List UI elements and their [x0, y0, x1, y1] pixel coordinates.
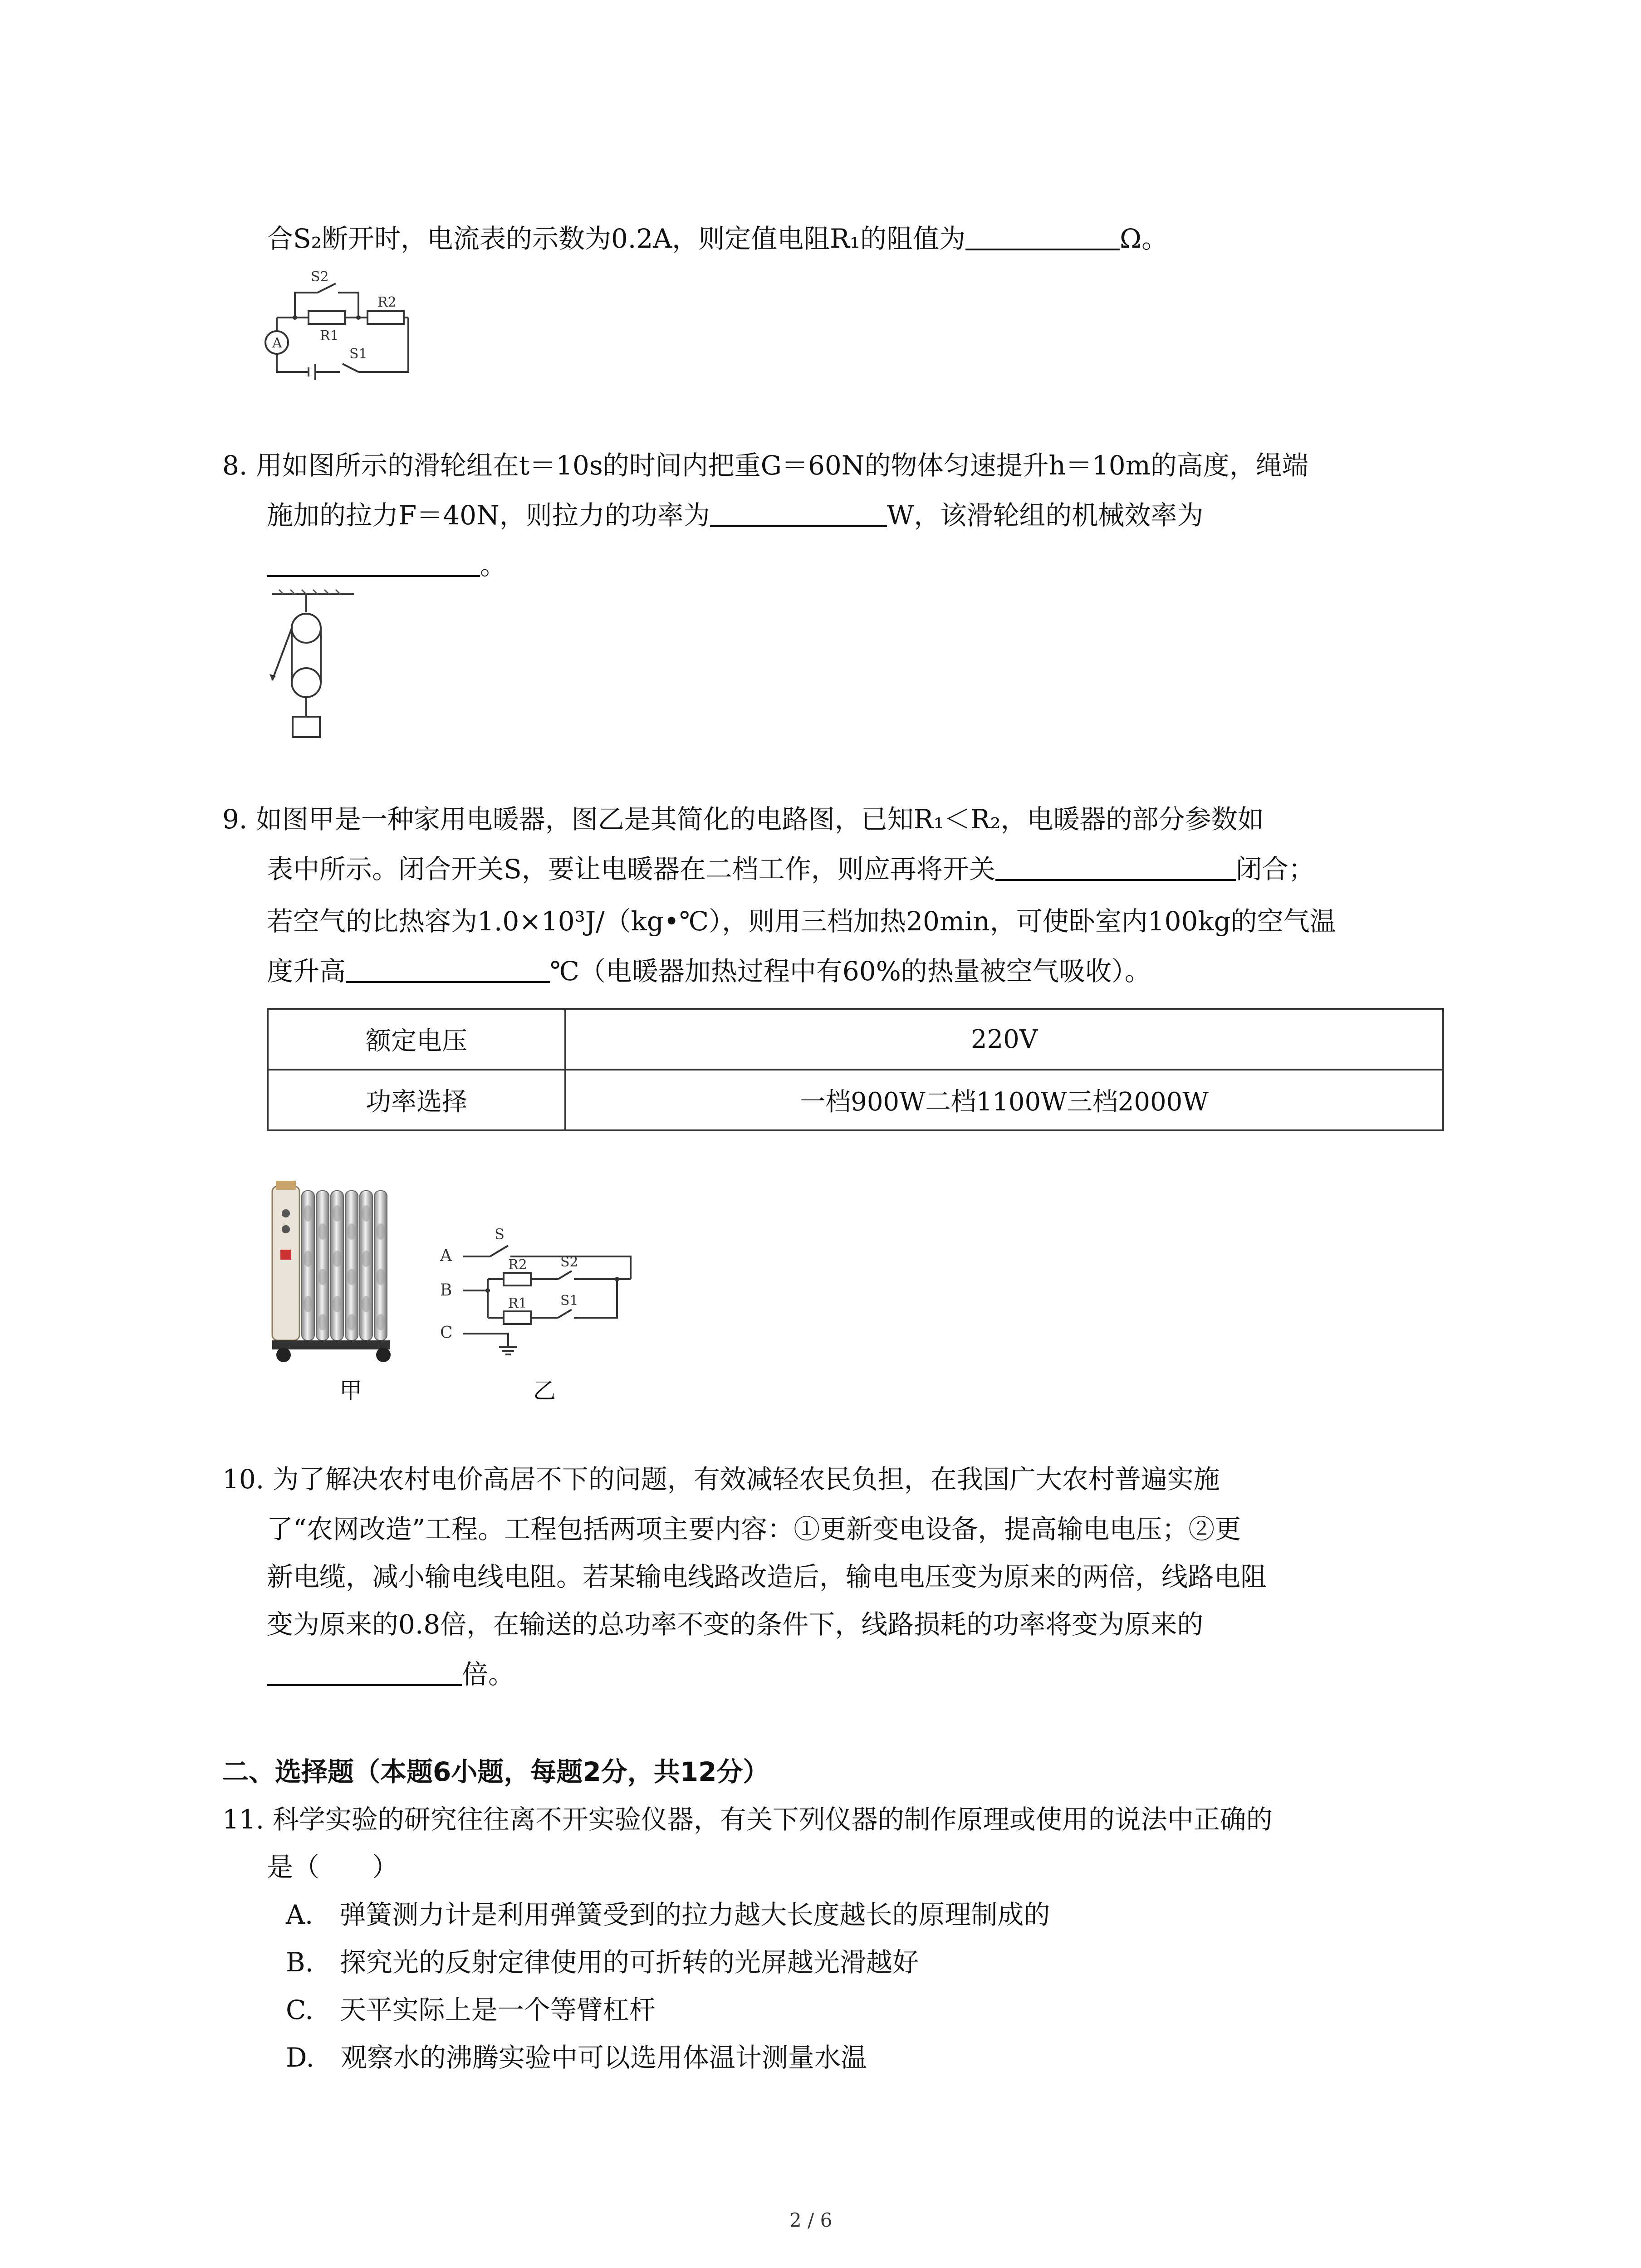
q9-temperature-blank[interactable] [346, 956, 550, 983]
q9-line2: 表中所示。闭合开关S，要让电暖器在二档工作，则应再将开关 闭合； [267, 854, 1315, 885]
q7-label-r2: R2 [377, 294, 397, 310]
electric-heater-image [263, 1177, 408, 1377]
q11-line2: 是（ ） [267, 1852, 399, 1882]
table-row [268, 1070, 1443, 1130]
q9-line3: 若空气的比热容为1.0×10³J/（kg•℃），则用三档加热20min，可使卧室内100kg的空气温 [267, 906, 1336, 937]
q7-label-ammeter: A [272, 335, 282, 351]
q9-label-a: A [440, 1246, 452, 1265]
q7-circuit-diagram [259, 268, 467, 390]
q9-label-b: B [440, 1281, 452, 1300]
q11-option-b[interactable]: B. 探究光的反射定律使用的可折转的光屏越光滑越好 [286, 1947, 919, 1978]
q9-parameter-table [267, 1008, 1444, 1131]
table-cell-label: 额定电压 [268, 1009, 565, 1070]
q9-line1: 9. 如图甲是一种家用电暖器，图乙是其简化的电路图，已知R₁＜R₂，电暖器的部分参数如 [222, 804, 1264, 835]
q9-label-s1: S1 [560, 1293, 578, 1309]
q10-answer-blank[interactable] [267, 1659, 462, 1686]
q8-efficiency-blank[interactable] [267, 550, 480, 577]
table-cell-value: 一档900W二档1100W三档2000W [565, 1070, 1443, 1130]
q8-line2: 施加的拉力F＝40N，则拉力的功率为 W，该滑轮组的机械效率为 [267, 500, 1204, 531]
q9-label-c: C [440, 1324, 453, 1342]
q9-line4: 度升高 ℃（电暖器加热过程中有60%的热量被空气吸收）。 [267, 956, 1151, 987]
q8-pulley-diagram [263, 585, 363, 744]
table-cell-label: 功率选择 [268, 1070, 565, 1130]
q10-line5: 倍。 [267, 1658, 514, 1691]
q9-label-r2: R2 [508, 1257, 527, 1273]
table-row [268, 1009, 1443, 1070]
figure-label-jia: 甲 [339, 1378, 362, 1404]
q9-label-s: S [495, 1226, 505, 1243]
q8-line1: 8. 用如图所示的滑轮组在t＝10s的时间内把重G＝60N的物体匀速提升h＝10m的高度，绳端 [222, 450, 1308, 481]
q11-option-c[interactable]: C. 天平实际上是一个等臂杠杆 [286, 1994, 656, 2025]
q10-line4: 变为原来的0.8倍，在输送的总功率不变的条件下，线路损耗的功率将变为原来的 [267, 1609, 1204, 1640]
q7-label-r1: R1 [320, 328, 339, 344]
q8-line3: 。 [267, 549, 506, 582]
section-heading: 二、选择题（本题6小题，每题2分，共12分） [222, 1756, 769, 1787]
q9-label-r1: R1 [508, 1295, 527, 1311]
q11-line1: 11. 科学实验的研究往往离不开实验仪器，有关下列仪器的制作原理或使用的说法中正确的 [222, 1804, 1273, 1835]
q9-label-s2: S2 [560, 1254, 578, 1270]
table-cell-value: 220V [565, 1009, 1443, 1070]
q10-line2: 了“农网改造”工程。工程包括两项主要内容：①更新变电设备，提高输电电压；②更 [267, 1514, 1241, 1545]
q9-switch-blank[interactable] [995, 854, 1236, 881]
q10-line3: 新电缆，减小输电线电阻。若某输电线路改造后，输电电压变为原来的两倍，线路电阻 [267, 1561, 1267, 1592]
q9-circuit-diagram [436, 1216, 649, 1365]
q7-label-s2: S2 [311, 269, 329, 285]
page-number: 2 / 6 [789, 2209, 833, 2231]
q10-line1: 10. 为了解决农村电价高居不下的问题，有效减轻农民负担，在我国广大农村普遍实施 [222, 1464, 1220, 1495]
q7-label-s1: S1 [349, 346, 367, 362]
q8-power-blank[interactable] [710, 500, 887, 527]
q7-text: 合S₂断开时，电流表的示数为0.2A，则定值电阻R₁的阻值为 Ω。 [267, 223, 1168, 254]
q11-option-d[interactable]: D. 观察水的沸腾实验中可以选用体温计测量水温 [286, 2042, 867, 2073]
q11-option-a[interactable]: A. 弹簧测力计是利用弹簧受到的拉力越大长度越长的原理制成的 [286, 1899, 1050, 1930]
q7-answer-blank[interactable] [965, 223, 1120, 250]
figure-label-yi: 乙 [533, 1378, 556, 1404]
